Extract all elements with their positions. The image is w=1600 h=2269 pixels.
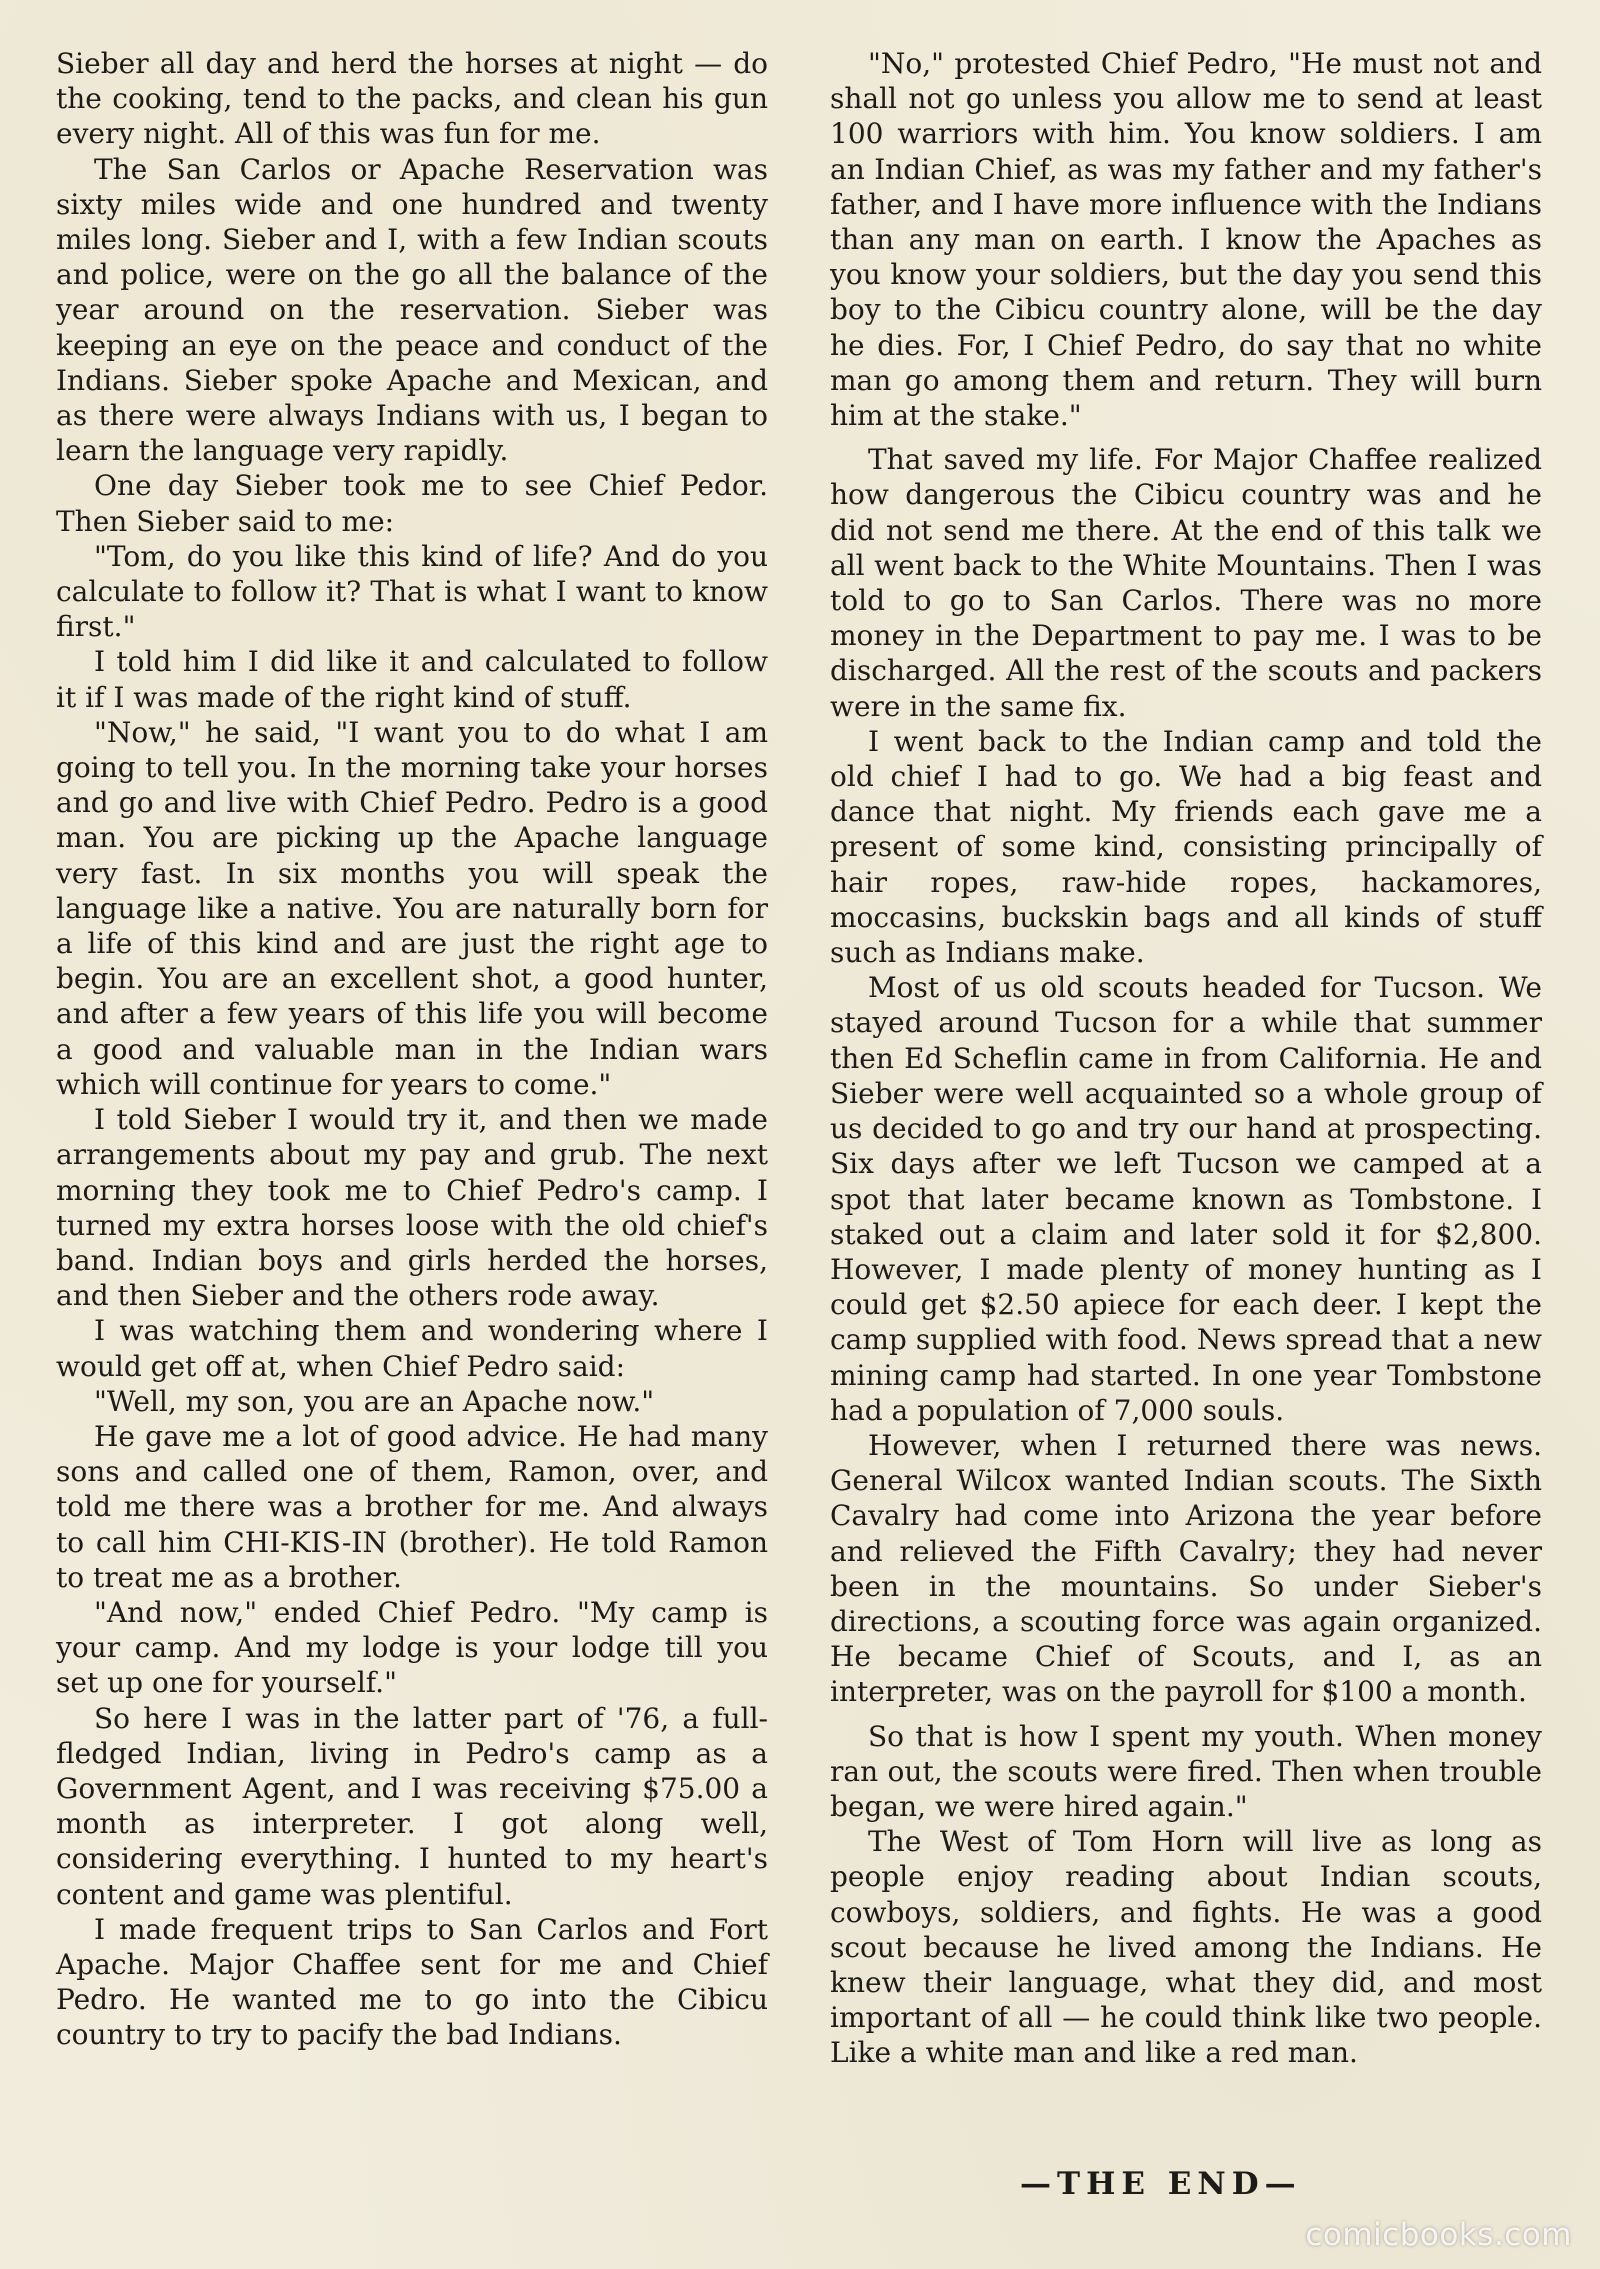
paragraph: "Now," he said, "I want you to do what I am going to tell you. In the morning take your horses and go and live with Chief Pedro. Pedro is a good man. You are picking up the Apache language very fast. In six months you will speak the language like a native. You are naturally born for a life of this kind and are just the right age to begin. You are an excellent shot, a good hunter, and after a few years of this life you will become a good and valuable man in the Indian wars which will continue for years to come." (56, 715, 768, 1101)
paragraph: So that is how I spent my youth. When money ran out, the scouts were fired. Then when trouble began, we were hired again." (830, 1719, 1542, 1823)
paragraph: I was watching them and wondering where I would get off at, when Chief Pedro said: (56, 1314, 768, 1383)
paragraph: I made frequent trips to San Carlos and Fort Apache. Major Chaffee sent for me and Chief Pedro. He wanted me to go into the Cibicu country to try to pacify the bad Indians. (56, 1912, 768, 2052)
paragraph: One day Sieber took me to see Chief Pedor. Then Sieber said to me: (56, 469, 768, 538)
paragraph: However, when I returned there was news. General Wilcox wanted Indian scouts. The Sixth Cavalry had come into Arizona the year before and relieved the Fifth Cavalry; they had never been in the mountains. So under Sieber's directions, a scouting force was again organized. He became Chief of Scouts, and I, as an interpreter, was on the payroll for $100 a month. (830, 1428, 1542, 1709)
paragraph: "Tom, do you like this kind of life? And do you calculate to follow it? That is what I want to know first." (56, 539, 768, 644)
paragraph: "Well, my son, you are an Apache now." (94, 1384, 655, 1418)
right-text-column (830, 46, 1542, 2071)
paragraph: Sieber all day and herd the horses at night — do the cooking, tend to the packs, and clean his gun every night. All of this was fun for me. (56, 47, 768, 151)
the-end-mark: —THE END— (1020, 2166, 1302, 2202)
paragraph: The West of Tom Horn will live as long as people enjoy reading about Indian scouts, cowboys, soldiers, and fights. He was a good scout because he lived among the Indians. He knew their language, what they did, and most important of all — he could think like two people. Like a white man and like a red man. (830, 1825, 1542, 2070)
paragraph: I told Sieber I would try it, and then we made arrangements about my pay and grub. The next morning they took me to Chief Pedro's camp. I turned my extra horses loose with the old chief's band. Indian boys and girls herded the horses, and then Sieber and the others rode away. (56, 1103, 768, 1313)
paragraph: "And now," ended Chief Pedro. "My camp is your camp. And my lodge is your lodge till you set up one for yourself." (56, 1595, 768, 1700)
paragraph: The San Carlos or Apache Reservation was sixty miles wide and one hundred and twenty miles long. Sieber and I, with a few Indian scouts and police, were on the go all the balance of the year around on the reservation. Sieber was keeping an eye on the peace and conduct of the Indians. Sieber spoke Apache and Mexican, and as there were always Indians with us, I began to learn the language very rapidly. (56, 152, 768, 468)
paragraph: "No," protested Chief Pedro, "He must not and shall not go unless you allow me to send at least 100 warriors with him. You know soldiers. I am an Indian Chief, as was my father and my father's father, and I have more influence with the Indians than any man on earth. I know the Apaches as you know your soldiers, but the day you send this boy to the Cibicu country alone, will be the day he dies. For, I Chief Pedro, do say that no white man go among them and return. They will burn him at the stake." (830, 47, 1542, 433)
paragraph: I told him I did like it and calculated to follow it if I was made of the right kind of stuff. (56, 645, 768, 714)
paragraph: Most of us old scouts headed for Tucson. We stayed around Tucson for a while that summer then Ed Scheflin came in from California. He and Sieber were well acquainted so a whole group of us decided to go and try our hand at prospecting. Six days after we left Tucson we camped at a spot that later became known as Tombstone. I staked out a claim and later sold it for $2,800. However, I made plenty of money hunting as I could get $2.50 apiece for each deer. I kept the camp supplied with food. News spread that a new mining camp had started. In one year Tombstone had a population of 7,000 souls. (830, 971, 1542, 1427)
paragraph: He gave me a lot of good advice. He had many sons and called one of them, Ramon, over, and told me there was a brother for me. And always to call him CHI-KIS-IN (brother). He told Ramon to treat me as a brother. (56, 1419, 768, 1594)
paragraph: I went back to the Indian camp and told the old chief I had to go. We had a big feast and dance that night. My friends each gave me a present of some kind, consisting principally of hair ropes, raw-hide ropes, hackamores, moccasins, buckskin bags and all kinds of stuff such as Indians make. (830, 724, 1542, 970)
paragraph: That saved my life. For Major Chaffee realized how dangerous the Cibicu country was and he did not send me there. At the end of this talk we all went back to the White Mountains. Then I was told to go to San Carlos. There was no more money in the Department to pay me. I was to be discharged. All the rest of the scouts and packers were in the same fix. (830, 443, 1542, 723)
left-text-column (56, 46, 768, 2053)
paragraph: So here I was in the latter part of '76, a full-fledged Indian, living in Pedro's camp as a Government Agent, and I was receiving $75.00 a month as interpreter. I got along well, considering everything. I hunted to my heart's content and game was plentiful. (56, 1701, 768, 1911)
site-watermark: comicbooks.com (1305, 2217, 1572, 2253)
